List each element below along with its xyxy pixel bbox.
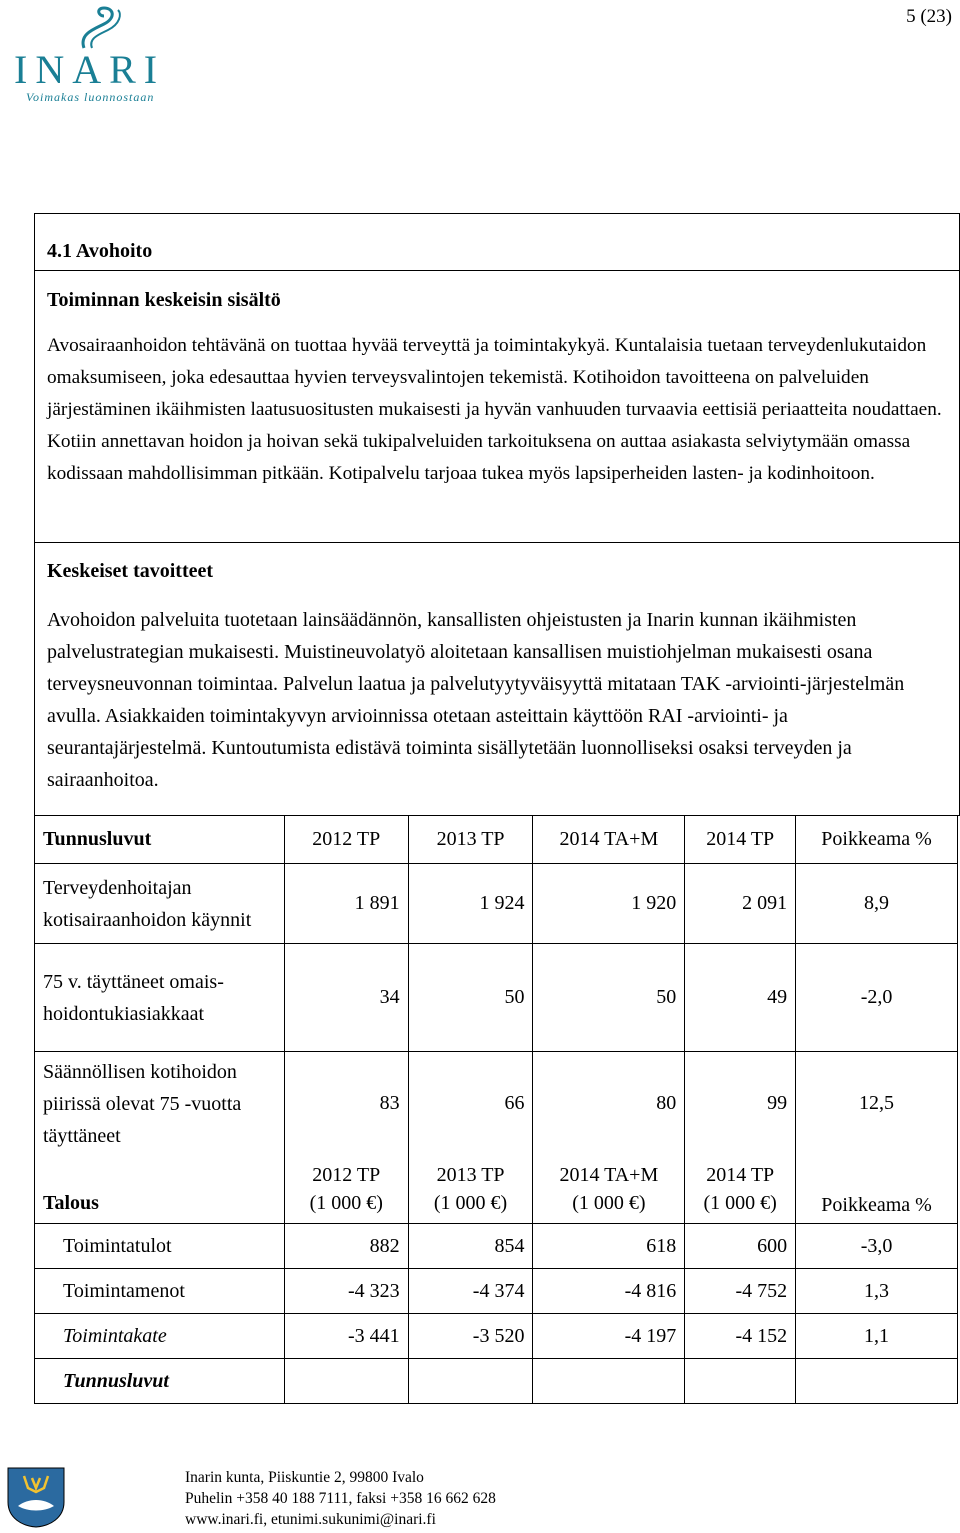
- municipal-crest-icon: [6, 1466, 66, 1528]
- kpi-row: [35, 864, 958, 944]
- section-title: 4.1 Avohoito: [47, 240, 153, 262]
- finance-col-year: 2014 TA+M: [559, 1164, 659, 1187]
- finance-value: -4 816: [533, 1269, 685, 1314]
- kpi-row: [35, 944, 958, 1052]
- finance-title: Talous: [35, 1156, 285, 1224]
- empty-cell: [533, 1359, 685, 1404]
- page-footer: [185, 1467, 496, 1530]
- footer-phone: Puhelin +358 40 188 7111, faksi +358 16 662 628: [185, 1490, 496, 1507]
- avohoito-section: [34, 213, 960, 816]
- finance-value: -4 197: [533, 1314, 685, 1359]
- kpi-value: 2 091: [685, 864, 796, 944]
- kpi-title: Tunnusluvut: [35, 816, 285, 864]
- kpi-col-header: Poikkeama %: [796, 816, 958, 864]
- kpi-header-row: [35, 816, 958, 864]
- finance-col-header: [284, 1156, 408, 1224]
- finance-col-year: 2012 TP: [312, 1164, 381, 1187]
- empty-cell: [796, 1359, 958, 1404]
- finance-col-unit: (1 000 €): [433, 1192, 508, 1215]
- finance-value: 1,1: [796, 1314, 958, 1359]
- finance-value: -3 520: [408, 1314, 533, 1359]
- empty-cell: [685, 1359, 796, 1404]
- kpi-row-label: Säännöllisen kotihoidon piirissä olevat 75 -vuotta täyttäneet: [35, 1052, 285, 1156]
- finance-row-label: Toimintamenot: [35, 1269, 285, 1314]
- kpi-col-header: 2014 TP: [685, 816, 796, 864]
- kpi-value: 1 891: [284, 864, 408, 944]
- finance-col-unit: (1 000 €): [572, 1192, 646, 1215]
- page-number: 5 (23): [906, 6, 952, 27]
- finance-col-year: 2014 TP: [706, 1164, 775, 1187]
- inari-logo: [4, 2, 189, 107]
- finance-value: -4 752: [685, 1269, 796, 1314]
- kpi-value: 50: [408, 944, 533, 1052]
- finance-footer-row: [35, 1359, 958, 1404]
- footer-address: Inarin kunta, Piiskuntie 2, 99800 Ivalo: [185, 1469, 424, 1486]
- kpi-value: 49: [685, 944, 796, 1052]
- finance-row: [35, 1224, 958, 1269]
- kpi-col-header: 2014 TA+M: [533, 816, 685, 864]
- finance-col-unit: (1 000 €): [703, 1192, 777, 1215]
- content-section: [35, 271, 959, 543]
- finance-value: -3,0: [796, 1224, 958, 1269]
- content-paragraph: Avosairaanhoidon tehtävänä on tuottaa hyvää terveyttä ja toimintakykyä. Kuntalaisia tuetaan terveydenlukutaidon omaksumiseen, joka edesauttaa hyvien terveysvalintojen tekemistä. Kotihoidon tavoitteena on palveluiden järjestäminen ikäihmisten laatusuositusten mukaisesti ja hyvän vanhuuden turvaavia eettisiä periaatteita noudattaen. Kotiin annettavan hoidon ja hoivan sekä tukipalveluiden tarkoituksena on auttaa asiakasta selviytymään omassa kodissaan mahdollisimman pitkään. Kotipalvelu tarjoaa tukea myös lapsiperheiden lasten- ja kodinhoitoon.: [47, 335, 942, 484]
- logo-text: INARI: [14, 47, 166, 92]
- kpi-value: 99: [685, 1052, 796, 1156]
- finance-col-header: [408, 1156, 533, 1224]
- goals-heading: Keskeiset tavoitteet: [47, 560, 214, 582]
- empty-cell: [408, 1359, 533, 1404]
- finance-row: [35, 1314, 958, 1359]
- kpi-row: [35, 1052, 958, 1156]
- kpi-col-header: 2012 TP: [284, 816, 408, 864]
- content-heading: Toiminnan keskeisin sisältö: [47, 289, 281, 311]
- finance-row-label: Toimintatulot: [35, 1224, 285, 1269]
- finance-value: 854: [408, 1224, 533, 1269]
- kpi-value: 12,5: [796, 1052, 958, 1156]
- kpi-finance-table: [34, 815, 958, 1404]
- finance-value: 1,3: [796, 1269, 958, 1314]
- finance-row: [35, 1269, 958, 1314]
- finance-row-label: Toimintakate: [35, 1314, 285, 1359]
- kpi-value: -2,0: [796, 944, 958, 1052]
- kpi-value: 8,9: [796, 864, 958, 944]
- goals-section: [35, 543, 959, 815]
- kpi-value: 66: [408, 1052, 533, 1156]
- section-title-row: [35, 214, 959, 271]
- logo-tagline: Voimakas luonnostaan: [26, 90, 155, 104]
- kpi-col-header: 2013 TP: [408, 816, 533, 864]
- empty-cell: [284, 1359, 408, 1404]
- kpi-value: 83: [284, 1052, 408, 1156]
- kpi-value: 80: [533, 1052, 685, 1156]
- kpi-value: 1 920: [533, 864, 685, 944]
- goals-paragraph: Avohoidon palveluita tuotetaan lainsäädännön, kansallisten ohjeistusten ja Inarin kunnan ikäihmisten palvelustrategian mukaisesti. Muistineuvolatyö aloitetaan kansallisen muistiohjelman mukaisesti osana terveysneuvonnan toimintaa. Palvelun laatua ja palvelutyytyväisyyttä mitataan TAK -arviointi-järjestelmän avulla. Asiakkaiden toimintakyvyn arvioinnissa otetaan asteittain käyttöön RAI -arviointi- ja seurantajärjestelmä. Kuntoutumista edistävä toiminta sisällytetään luonnolliseksi osaksi terveyden ja sairaanhoitoa.: [47, 609, 905, 791]
- finance-value: 600: [685, 1224, 796, 1269]
- logo-swirl-icon: [74, 4, 124, 50]
- finance-value: -3 441: [284, 1314, 408, 1359]
- finance-value: -4 152: [685, 1314, 796, 1359]
- finance-col-unit: (1 000 €): [309, 1192, 383, 1215]
- kpi-value: 1 924: [408, 864, 533, 944]
- finance-col-header: Poikkeama %: [796, 1156, 958, 1224]
- footer-web: www.inari.fi, etunimi.sukunimi@inari.fi: [185, 1511, 436, 1528]
- finance-col-year: 2013 TP: [436, 1164, 505, 1187]
- kpi-value: 34: [284, 944, 408, 1052]
- finance-header-row: [35, 1156, 958, 1224]
- finance-footer-label: Tunnusluvut: [35, 1359, 285, 1404]
- finance-value: -4 374: [408, 1269, 533, 1314]
- finance-col-header: [533, 1156, 685, 1224]
- finance-value: -4 323: [284, 1269, 408, 1314]
- kpi-value: 50: [533, 944, 685, 1052]
- kpi-row-label: 75 v. täyttäneet omais-hoidontukiasiakkaat: [35, 944, 285, 1052]
- finance-value: 882: [284, 1224, 408, 1269]
- kpi-row-label: Terveydenhoitajan kotisairaanhoidon käynnit: [35, 864, 285, 944]
- finance-col-header: [685, 1156, 796, 1224]
- finance-value: 618: [533, 1224, 685, 1269]
